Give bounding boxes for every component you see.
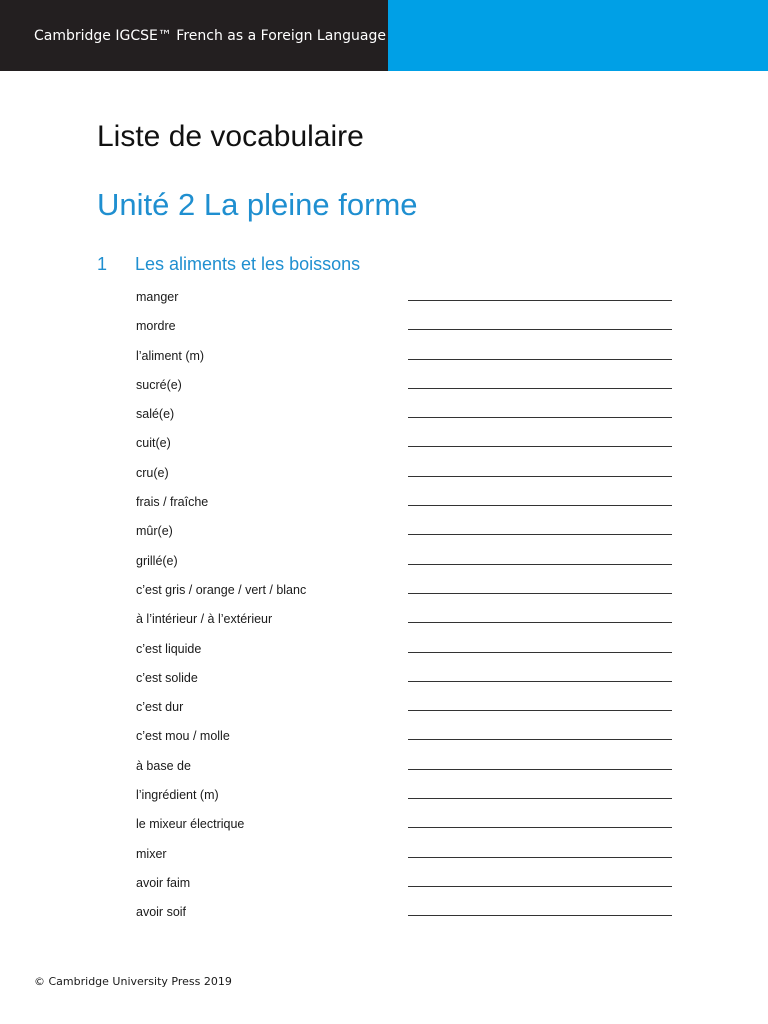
vocab-term: mixer <box>136 846 167 861</box>
vocab-row <box>136 904 676 933</box>
vocab-row <box>136 377 676 406</box>
vocab-row <box>136 670 676 699</box>
answer-line[interactable] <box>408 417 672 418</box>
answer-line[interactable] <box>408 359 672 360</box>
vocab-term: avoir soif <box>136 905 187 920</box>
section-heading <box>97 254 360 275</box>
unit-title: Unité 2 La pleine forme <box>97 187 418 222</box>
vocab-row <box>136 289 676 318</box>
vocab-row <box>136 465 676 494</box>
vocab-row <box>136 494 676 523</box>
header-bar <box>0 0 768 71</box>
vocab-term: mordre <box>136 319 176 334</box>
section-title: Les aliments et les boissons <box>135 254 361 274</box>
vocab-list <box>136 289 676 934</box>
vocab-term: cuit(e) <box>136 436 171 451</box>
vocab-term: à base de <box>136 758 191 773</box>
answer-line[interactable] <box>408 329 672 330</box>
header-dark-panel <box>0 0 388 71</box>
vocab-row <box>136 699 676 728</box>
answer-line[interactable] <box>408 593 672 594</box>
vocab-row <box>136 582 676 611</box>
header-title: Cambridge IGCSE™ French as a Foreign Language <box>34 28 387 44</box>
vocab-term: salé(e) <box>136 407 175 422</box>
vocab-term: l’ingrédient (m) <box>136 788 219 803</box>
vocab-term: avoir faim <box>136 875 191 890</box>
section-number: 1 <box>97 254 108 274</box>
vocab-term: frais / fraîche <box>136 495 209 510</box>
answer-line[interactable] <box>408 505 672 506</box>
vocab-row <box>136 553 676 582</box>
answer-line[interactable] <box>408 827 672 828</box>
answer-line[interactable] <box>408 476 672 477</box>
answer-line[interactable] <box>408 388 672 389</box>
vocab-term: mûr(e) <box>136 524 173 539</box>
vocab-term: sucré(e) <box>136 377 182 392</box>
answer-line[interactable] <box>408 857 672 858</box>
vocab-term: c’est dur <box>136 700 184 715</box>
vocab-term: grillé(e) <box>136 553 178 568</box>
vocab-term: c’est mou / molle <box>136 729 230 744</box>
vocab-row <box>136 641 676 670</box>
vocab-row <box>136 816 676 845</box>
vocab-row <box>136 758 676 787</box>
answer-line[interactable] <box>408 652 672 653</box>
answer-line[interactable] <box>408 300 672 301</box>
vocab-row <box>136 611 676 640</box>
answer-line[interactable] <box>408 769 672 770</box>
vocab-row <box>136 348 676 377</box>
vocab-term: c’est gris / orange / vert / blanc <box>136 582 307 597</box>
answer-line[interactable] <box>408 798 672 799</box>
vocab-row <box>136 523 676 552</box>
answer-line[interactable] <box>408 534 672 535</box>
vocab-row <box>136 787 676 816</box>
vocab-row <box>136 406 676 435</box>
footer-copyright: © Cambridge University Press 2019 <box>34 975 232 988</box>
vocab-row <box>136 728 676 757</box>
vocab-term: c’est liquide <box>136 641 202 656</box>
vocab-term: à l’intérieur / à l’extérieur <box>136 612 273 627</box>
page-title: Liste de vocabulaire <box>97 120 364 153</box>
answer-line[interactable] <box>408 681 672 682</box>
answer-line[interactable] <box>408 739 672 740</box>
vocab-row <box>136 435 676 464</box>
header-accent-panel <box>388 0 768 71</box>
answer-line[interactable] <box>408 622 672 623</box>
answer-line[interactable] <box>408 886 672 887</box>
vocab-term: c’est solide <box>136 670 198 685</box>
answer-line[interactable] <box>408 710 672 711</box>
answer-line[interactable] <box>408 915 672 916</box>
vocab-row <box>136 846 676 875</box>
answer-line[interactable] <box>408 446 672 447</box>
vocab-term: le mixeur électrique <box>136 817 245 832</box>
vocab-row <box>136 318 676 347</box>
vocab-term: cru(e) <box>136 465 169 480</box>
vocab-term: manger <box>136 290 179 304</box>
vocab-row <box>136 875 676 904</box>
vocab-term: l’aliment (m) <box>136 348 205 363</box>
answer-line[interactable] <box>408 564 672 565</box>
